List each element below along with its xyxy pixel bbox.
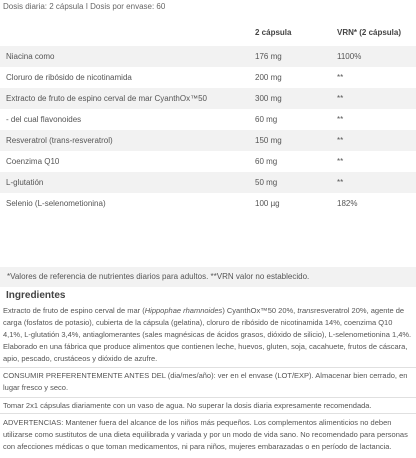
ingredients-trans-prefix: trans [297, 306, 315, 315]
nutrient-name: Coenzima Q10 [0, 151, 249, 172]
table-row [0, 88, 416, 109]
nutrient-amount: 300 mg [249, 88, 331, 109]
table-row [0, 67, 416, 88]
nutrient-vrn: ** [331, 109, 416, 130]
warnings-text: ADVERTENCIAS: Mantener fuera del alcance de los niños más pequeños. Los complementos alimenticios no deben utilizarse como sustitutos de una dieta equilibrada y variada y por un modo de vida sano. No recomendado para personas con afecciones médicas o que toman medicamentos, ni para niños, mujeres embarazadas o en período de lactancia. [3, 418, 408, 451]
nutrient-amount: 176 mg [249, 46, 331, 67]
table-header-row [0, 18, 416, 46]
ingredients-text [3, 305, 413, 365]
nutrient-amount: 60 mg [249, 151, 331, 172]
divider [0, 367, 416, 368]
table-row [0, 130, 416, 151]
divider [0, 413, 416, 414]
header-vrn: VRN* (2 cápsula) [337, 27, 402, 37]
nutrient-vrn: 182% [331, 193, 416, 214]
nutrient-name: L-glutatión [0, 172, 249, 193]
header-nutrient [0, 18, 249, 46]
usage-instructions: Tomar 2x1 cápsulas diariamente con un vaso de agua. No superar la dosis diaria expresamente recomendada. [3, 401, 372, 410]
table-row [0, 172, 416, 193]
nutrient-name: - del cual flavonoides [0, 109, 249, 130]
nutrient-name: Selenio (L-selenometionina) [0, 193, 249, 214]
table-row [0, 46, 416, 67]
table-row [0, 109, 416, 130]
best-before-text: CONSUMIR PREFERENTEMENTE ANTES DEL (dia/mes/año): ver en el envase (LOT/EXP). Almacenar bien cerrado, en lugar fresco y seco. [3, 371, 408, 392]
nutrient-name: Extracto de fruto de espino cerval de mar CyanthOx™50 [0, 88, 249, 109]
nutrient-vrn: ** [331, 151, 416, 172]
ingredients-part: resveratrol 20%, agente de carga (fosfatos de potasio), cubierta de la cápsula (gelatina), cloruro de ribósido de nicotinamida 14%, coenzima Q10 4,1%, L-glutatión 3,4%, antiaglomerantes (sales magnésicas de ácidos grasos, dióxido de silicio), L-selenometionina 1,4%. Elaborado en una fábrica que produce alimentos que contienen leche, huevos, gluten, soja, cacahuete, frutos de cáscara, apio, pescado, crustáceos y dióxido de azufre. [3, 306, 412, 363]
nutrient-amount: 60 mg [249, 109, 331, 130]
nutrition-table [0, 18, 416, 214]
table-footnote: *Valores de referencia de nutrientes diarios para adultos. **VRN valor no establecido. [0, 267, 416, 287]
nutrient-amount: 200 mg [249, 67, 331, 88]
nutrient-name: Niacina como [0, 46, 249, 67]
nutrient-name: Resveratrol (trans-resveratrol) [0, 130, 249, 151]
nutrient-vrn: ** [331, 88, 416, 109]
ingredients-part: Extracto de fruto de espino cerval de mar ( [3, 306, 145, 315]
divider [0, 397, 416, 398]
nutrient-amount: 50 mg [249, 172, 331, 193]
header-amount: 2 cápsula [255, 27, 292, 37]
nutrient-vrn: ** [331, 130, 416, 151]
ingredients-heading: Ingredientes [6, 290, 66, 301]
nutrient-vrn: 1100% [331, 46, 416, 67]
table-row [0, 151, 416, 172]
nutrient-vrn: ** [331, 67, 416, 88]
nutrient-name: Cloruro de ribósido de nicotinamida [0, 67, 249, 88]
table-row [0, 193, 416, 214]
ingredients-part: ) CyanthOx™50 20%, [222, 306, 298, 315]
nutrient-vrn: ** [331, 172, 416, 193]
nutrient-amount: 100 µg [249, 193, 331, 214]
ingredients-latin-name: Hippophae rhamnoides [144, 306, 223, 315]
daily-dose-line: Dosis diaria: 2 cápsula I Dosis por envase: 60 [3, 2, 166, 11]
nutrient-amount: 150 mg [249, 130, 331, 151]
